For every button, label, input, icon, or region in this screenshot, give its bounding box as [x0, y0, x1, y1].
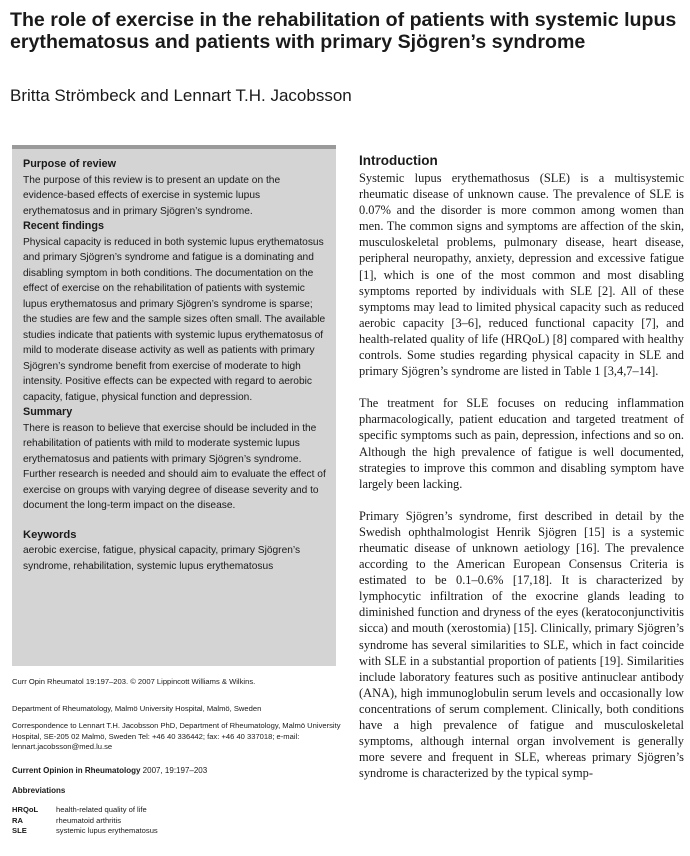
journal-line	[12, 766, 342, 777]
department-line: Department of Rheumatology, Malmö University Hospital, Malmö, Sweden	[12, 704, 262, 713]
keywords-heading: Keywords	[23, 528, 77, 541]
purpose-text: The purpose of this review is to present an update on the evidence-based effects of exercise in systemic lupus erythematosus and in primary Sjögren’s syndrome.	[23, 174, 281, 217]
citation-line: Curr Opin Rheumatol 19:197–203. © 2007 Lippincott Williams & Wilkins.	[12, 677, 256, 686]
abstract-box	[12, 145, 336, 666]
abbreviation-key: RA	[12, 815, 23, 825]
findings-heading: Recent findings	[23, 220, 104, 232]
introduction-paragraph: The treatment for SLE focuses on reducing inflammation pharmacologically, patient education and targeted treatment of specific symptoms such as pain, depression, infections and so on. Although the high prevalence of fatigue is well documented, strategies to improve this common and disabling symptom have largely been lacking.	[359, 396, 684, 491]
abbreviation-key: HRQoL	[12, 805, 39, 814]
summary-text: There is reason to believe that exercise should be included in the rehabilitation of patients with mild to moderate systemic lupus erythematosus and patients with primary Sjögren’s syndrome. Further research is needed and should aim to evaluate the effect of exercise on groups with varying degree of disease severity and to document the long-term impact on the disease.	[23, 422, 326, 511]
abbreviations-heading: Abbreviations	[12, 786, 66, 795]
abbreviations-list	[12, 805, 342, 837]
article-title: The role of exercise in the rehabilitation of patients with systemic lupus erythematosus and patients with primary Sjögren’s syndrome	[10, 9, 677, 53]
introduction-paragraph: Primary Sjögren’s syndrome, first described in detail by the Swedish ophthalmologist Henrik Sjögren [15] is a systemic rheumatic disease of unknown aetiology [16]. The prevalence according to the American European Consensus Criteria is estimated to be 0.1–0.6% [17,18]. It is characterized by lymphocytic infiltration of the exocrine glands leading to diminished function and dryness of the eyes (keratoconjunctivitis sicca) and mouth (xerostomia) [15]. Clinically, primary Sjögren’s syndrome has several similarities to SLE, which in fact coincide with SLE in a substantial proportion of patients [19]. Similarities include laboratory features such as positive antinuclear antibody (ANA), high immunoglobulin serum levels and occasionally low concentrations of serum complement. Clinically, both conditions have a high prevalence of fatigue and musculoskeletal symptoms, although internal organ involvement is generally more severe and frequent in SLE, whereas primary Sjögren’s syndrome is characterized by the typical symp-	[359, 508, 684, 781]
journal-name: Current Opinion in Rheumatology	[12, 766, 141, 775]
summary-heading: Summary	[23, 406, 73, 418]
journal-issue: 2007, 19:197–203	[140, 766, 208, 775]
abbreviation-key: SLE	[12, 826, 27, 835]
article-authors: Britta Strömbeck and Lennart T.H. Jacobsson	[10, 86, 352, 105]
correspondence-block: Correspondence to Lennart T.H. Jacobsson PhD, Department of Rheumatology, Malmö University Hospital, SE-205 02 Malmö, Sweden Tel: +46 40 336442; fax: +46 40 337018; e-mail: lennart.jacobsson@med.lu.se	[12, 721, 341, 751]
purpose-heading: Purpose of review	[23, 158, 117, 170]
introduction-column	[359, 153, 684, 797]
abbreviation-expansion: rheumatoid arthritis	[56, 815, 121, 825]
introduction-heading: Introduction	[359, 153, 438, 168]
abbreviation-row	[12, 826, 342, 837]
abbreviation-row	[12, 816, 342, 827]
keywords-text: aerobic exercise, fatigue, physical capacity, primary Sjögren’s syndrome, rehabilitation, systemic lupus erythematosus	[23, 545, 301, 572]
findings-text: Physical capacity is reduced in both systemic lupus erythematosus and primary Sjögren’s syndrome and fatigue is a dominating and disabling symptom in both conditions. The documentation on the effect of exercise on the rehabilitation of patients with systemic lupus erythematosus and primary Sjögren’s syndrome is sparse; the studies are few and the sample sizes often small. The available studies indicate that patients with systemic lupus erythematosus of mild to moderate disease activity as well as patients with primary Sjögren’s syndrome benefit from exercise of moderate to high intensity. Positive effects can be expected with regard to aerobic capacity, fatigue, physical function and depression.	[23, 236, 326, 403]
abbreviation-row	[12, 805, 342, 816]
abbreviation-expansion: systemic lupus erythematosus	[56, 826, 158, 835]
introduction-paragraph: Systemic lupus erythemathosus (SLE) is a multisystemic rheumatic disease of unknown cause. The prevalence of SLE is 0.07% and the disorder is more common among women than men. The common signs and symptoms are affection of the skin, musculoskeletal problems, pulmonary disease, heart disease, peripheral neuropathy, anxiety, depression and excessive fatigue [1], which is one of the most common and most disabling symptoms reported by individuals with SLE [2]. All of these symptoms may lead to limited physical capacity such as reduced aerobic capacity [3–6], reduced functional capacity [7], and health-related quality of life (HRQoL) [8] compared with healthy controls. Some studies regarding physical capacity in SLE and primary Sjögren’s syndrome are listed in Table 1 [3,4,7–14].	[359, 171, 684, 379]
abbreviation-expansion: health-related quality of life	[56, 805, 147, 814]
